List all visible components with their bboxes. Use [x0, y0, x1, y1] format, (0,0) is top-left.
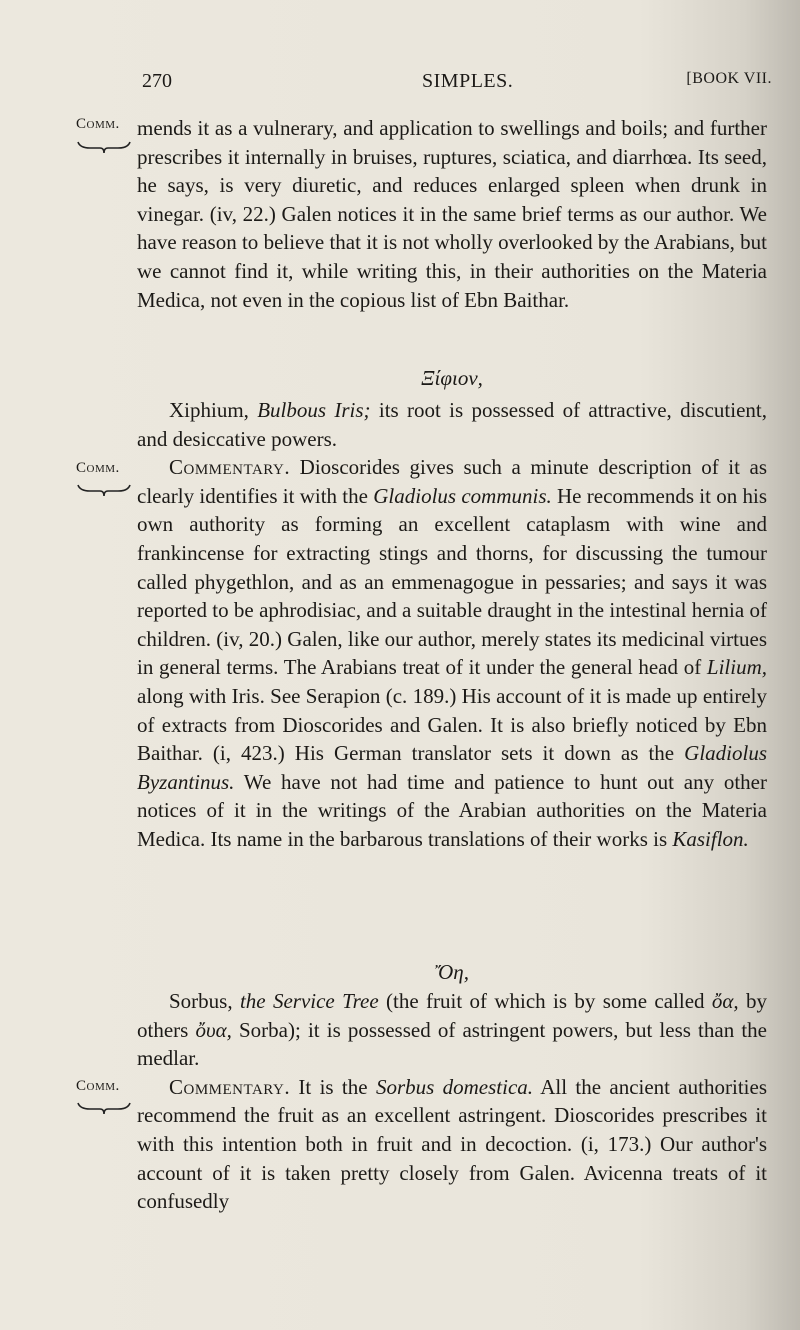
page-number: 270 — [142, 70, 172, 92]
book-label: [BOOK VII. — [686, 70, 772, 87]
xiphium-commentary — [137, 453, 767, 853]
xiphium-comm-4: Lilium, — [706, 655, 767, 680]
xiphium-comm-5: along with Iris. See Serapion (c. 189.) His account of it is made up entirely of extracts from Dioscorides and Galen. It is also briefly noticed by Ebn Baithar. (i, 423.) His German translator sets it down as the — [137, 683, 767, 766]
oe-comm-3: All the ancient authorities recommend the fruit as an excellent astringent. Dioscorides prescribes it with this intention both in fruit and in decoction. (i, 173.) Our author's account of it is taken pretty closely from Galen. Avicenna treats of it confusedly — [137, 1074, 767, 1214]
oe-comm-2: Sorbus domestica. — [375, 1074, 534, 1099]
oe-description — [137, 987, 767, 1073]
xiphium-comm-1: Dioscorides gives such a minute description of it as clearly identifies it with the — [137, 455, 767, 508]
xiphium-comm-8: Kasiflon. — [672, 826, 749, 851]
continuation-paragraph — [137, 114, 767, 314]
oe-desc-c: (the fruit of which is by some called — [378, 989, 712, 1013]
oe-comm-1: It is the — [290, 1074, 376, 1099]
margin-note-3: Comm. — [76, 1078, 120, 1094]
oe-desc-g: Sorba); it is possessed of astringent powers, but less than the medlar. — [137, 1017, 767, 1071]
page-header — [142, 70, 772, 100]
margin-note-1: Comm. — [76, 116, 120, 132]
margin-brace-3-icon — [76, 1101, 132, 1115]
oe-desc-d: ὄα, — [711, 989, 739, 1013]
oe-desc-b: the Service Tree — [239, 989, 379, 1013]
xiphium-section — [137, 396, 767, 854]
oe-desc-f: ὄυα, — [195, 1017, 232, 1042]
xiphium-desc-b: Bulbous Iris; — [257, 398, 371, 422]
oe-desc-a: Sorbus, — [169, 989, 240, 1013]
oe-heading: Ὄη, — [435, 960, 469, 984]
oe-commentary-label: Commentary. — [169, 1074, 291, 1099]
xiphium-comm-7: We have not had time and patience to hunt out any other notices of it in the writings of the Arabian authorities on the Materia Medica. Its name in the barbarous translations of their works is — [137, 769, 767, 851]
xiphium-commentary-label: Commentary. — [169, 455, 291, 480]
margin-brace-2-icon — [76, 483, 132, 497]
xiphium-desc-c: its root is possessed of attractive, discutient, and desiccative powers. — [137, 398, 767, 451]
continuation-text: mends it as a vulnerary, and application to swellings and boils; and further prescribes it internally in bruises, ruptures, sciatica, and diarrhœa. Its seed, he says, is very diuretic, and reduces enlarged spleen when drunk in vinegar. (iv, 22.) Galen notices it in the same brief terms as our author. We have reason to believe that it is not wholly overlooked by the Arabians, but we cannot find it, while writing this, in their authorities on the Materia Medica, not even in the copious list of Ebn Baithar. — [137, 116, 767, 312]
xiphium-comm-3: He recommends it on his own authority as forming an excellent cataplasm with wine and frankincense for extracting stings and thorns, for discussing the tumour called phygethlon, and as an emmenagogue in pessaries; and says it was reported to be aphrodisiac, and a suitable draught in the intestinal hernia of children. (iv, 20.) Galen, like our author, merely states its medicinal virtues in general terms. The Arabians treat of it under the general head of — [137, 483, 768, 680]
xiphium-description — [137, 396, 767, 453]
xiphium-comm-2: Gladiolus communis. — [373, 483, 552, 508]
xiphium-heading: Ξίφιον, — [421, 366, 483, 390]
xiphium-comm-6: Gladiolus Byzantinus. — [137, 741, 767, 794]
xiphium-desc-a: Xiphium, — [169, 398, 258, 422]
oe-desc-e: by others — [137, 989, 767, 1042]
oe-commentary — [137, 1073, 767, 1216]
running-title: SIMPLES. — [422, 70, 514, 92]
margin-note-2: Comm. — [76, 460, 120, 476]
oe-section — [137, 987, 767, 1216]
margin-brace-1-icon — [76, 140, 132, 154]
